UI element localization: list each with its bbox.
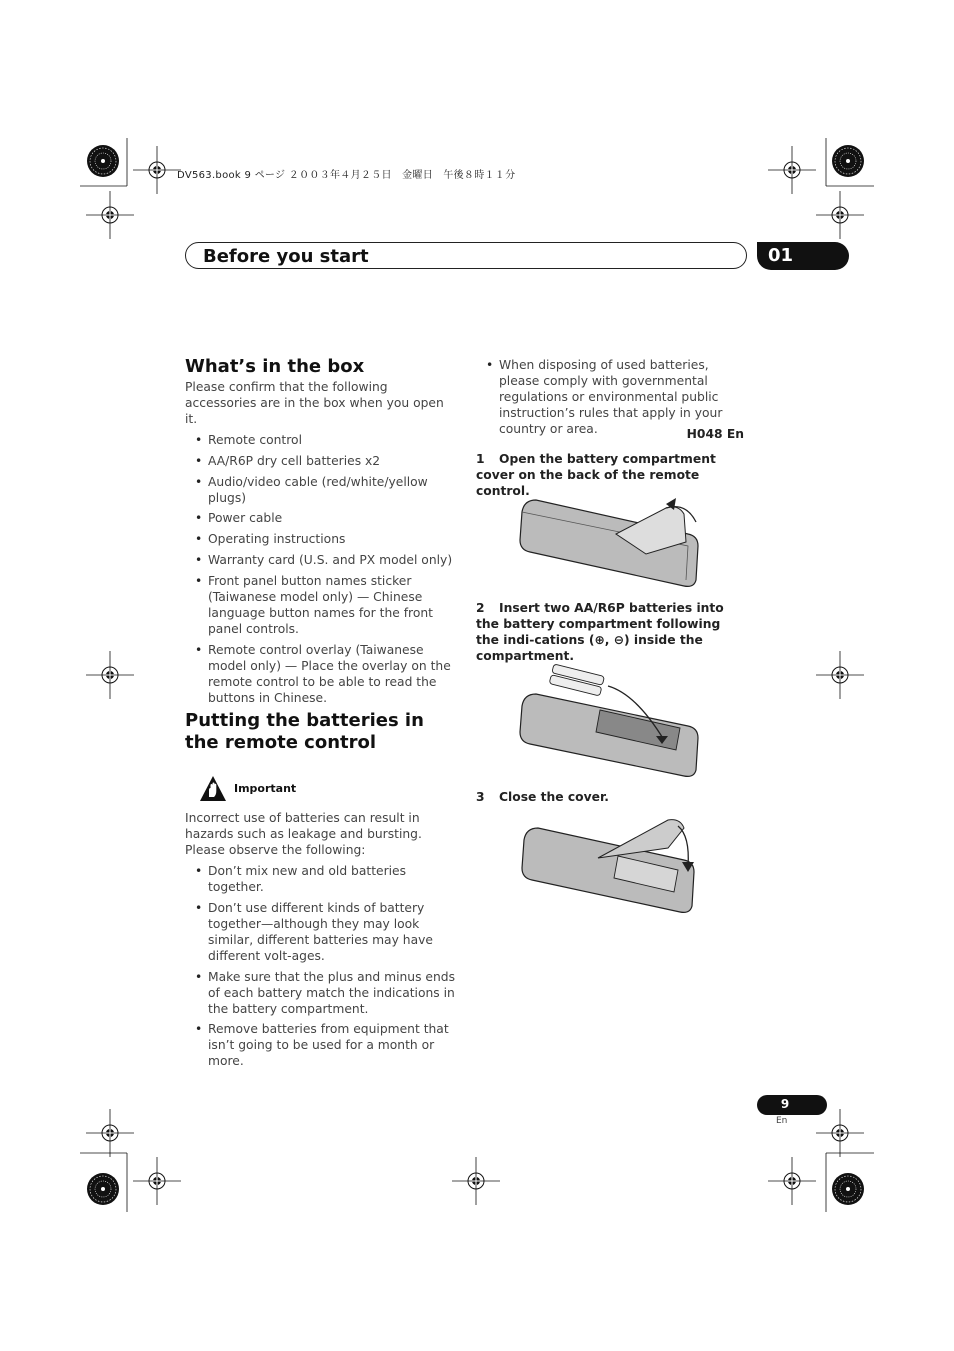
- list-item: • Don’t use different kinds of battery together—although they may look similar, different batteries may have different volt-ages.: [185, 900, 457, 964]
- list-item: • Remote control: [185, 432, 457, 448]
- page-number-badge: [757, 1095, 827, 1115]
- batteries-heading: Putting the batteries in the remote control: [185, 710, 424, 753]
- list-item: • Operating instructions: [185, 531, 457, 547]
- battery-warning-intro: Incorrect use of batteries can result in hazards such as leakage and bursting. Please observe the following:: [185, 811, 422, 857]
- important-label: Important: [234, 782, 297, 795]
- disposal-note: • When disposing of used batteries, please comply with governmental regulations or environmental public instruction’s rules that apply in your country or area.: [476, 357, 748, 437]
- battery-warning-list: [185, 863, 457, 1069]
- warning-hand-icon: [199, 775, 227, 803]
- battery-warnings-section: [185, 810, 457, 1074]
- accessory-list: [185, 432, 457, 706]
- remote-close-cover-illustration: [518, 818, 700, 918]
- step-number: 2: [476, 601, 485, 615]
- list-item: • Don’t mix new and old batteries together.: [185, 863, 457, 895]
- disposal-list: [476, 357, 748, 437]
- doc-code: H048 En: [686, 427, 744, 441]
- whats-in-box-heading: What’s in the box: [185, 356, 365, 377]
- list-item: • Make sure that the plus and minus ends of each battery match the indications in the battery compartment.: [185, 969, 457, 1017]
- step-text: Open the battery compartment cover on the back of the remote control.: [476, 452, 716, 498]
- chapter-number: 01: [768, 245, 794, 266]
- whats-in-box-section: [185, 379, 457, 710]
- page-number: 9: [780, 1097, 790, 1111]
- step-text: Insert two AA/R6P batteries into the battery compartment following the indi-cations (⊕, ⊖) inside the compartment.: [476, 601, 724, 663]
- list-item: • Power cable: [185, 510, 457, 526]
- list-item: • Front panel button names sticker (Taiwanese model only) — Chinese language button names for the front panel controls.: [185, 573, 457, 637]
- list-item: • Remote control overlay (Taiwanese model only) — Place the overlay on the remote control to be able to read the buttons in Chinese.: [185, 642, 457, 706]
- list-item: • Audio/video cable (red/white/yellow plugs): [185, 474, 457, 506]
- step-number: 1: [476, 452, 485, 466]
- step-3: [476, 789, 744, 805]
- list-item: • Remove batteries from equipment that isn’t going to be used for a month or more.: [185, 1021, 457, 1069]
- chapter-badge: [757, 242, 849, 270]
- step-1: [476, 451, 744, 499]
- print-header-text: DV563.book 9 ページ ２００３年４月２５日 金曜日 午後８時１１分: [177, 170, 516, 181]
- whats-in-box-intro: Please confirm that the following accessories are in the box when you open it.: [185, 380, 444, 426]
- language-code: En: [776, 1116, 788, 1126]
- step-number: 3: [476, 790, 485, 804]
- step-2: [476, 600, 746, 664]
- list-item: • Warranty card (U.S. and PX model only): [185, 552, 457, 568]
- list-item: • AA/R6P dry cell batteries x2: [185, 453, 457, 469]
- remote-insert-batteries-illustration: [516, 660, 706, 780]
- section-title-bar: [185, 242, 747, 269]
- step-text: Close the cover.: [499, 790, 609, 804]
- section-title: Before you start: [203, 246, 369, 267]
- remote-open-cover-illustration: [516, 494, 706, 592]
